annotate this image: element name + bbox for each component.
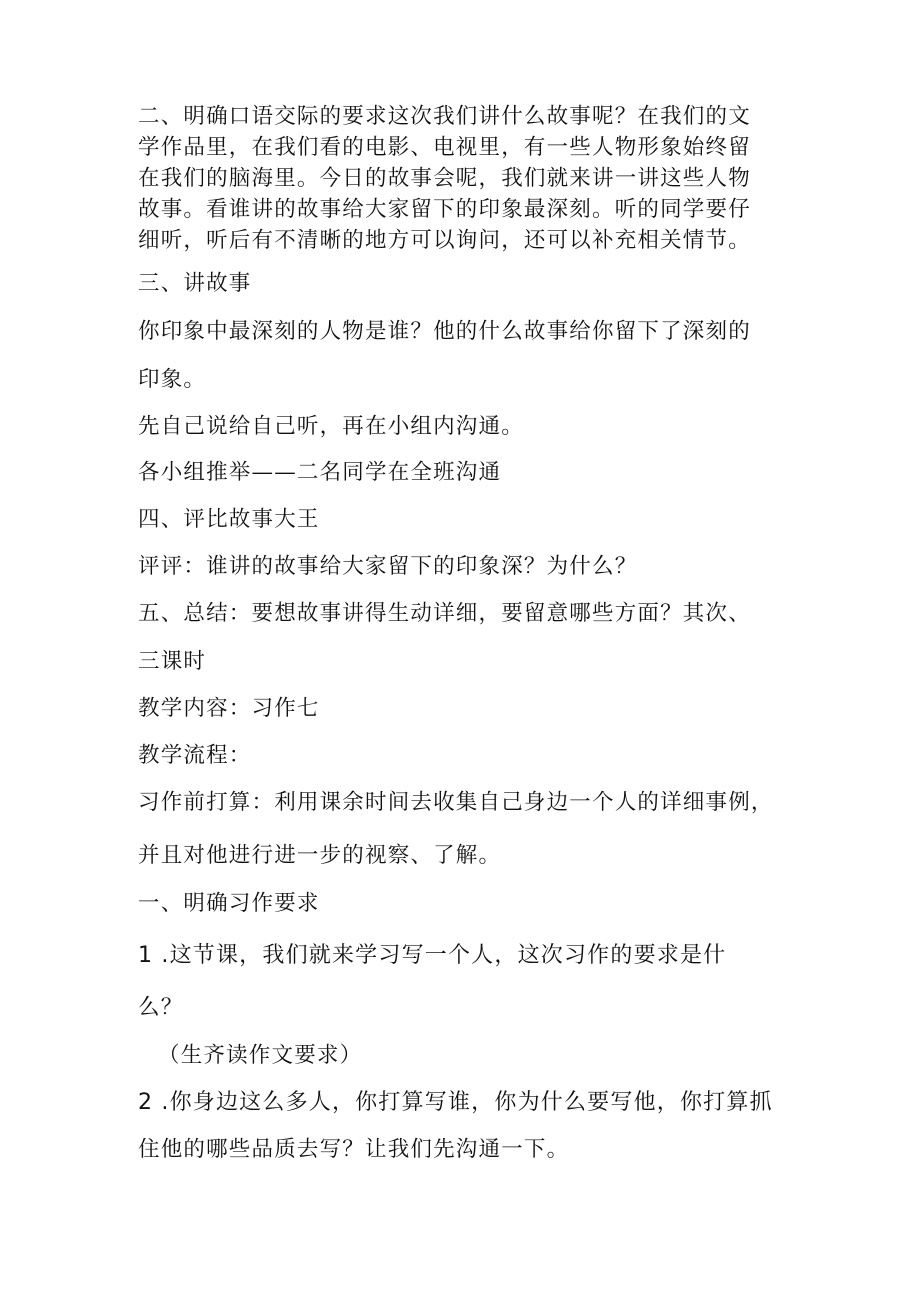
- text-line: （生齐读作文要求）: [158, 1043, 363, 1068]
- text-line: 三课时: [138, 649, 207, 674]
- text-line: 各小组推举——二名同学在全班沟通: [138, 460, 502, 485]
- section-heading: 一、明确习作要求: [138, 891, 320, 916]
- section-heading: 五、总结：要想故事讲得生动详细，要留意哪些方面？其次、: [138, 601, 751, 626]
- numbered-item: 2 .你身边这么多人，你打算写谁，你为什么要写他，你打算抓: [138, 1090, 773, 1115]
- text-line: 故事。看谁讲的故事给大家留下的印象最深刻。听的同学要仔: [138, 197, 751, 222]
- text-line: 教学流程：: [138, 743, 252, 768]
- text-line: 在我们的脑海里。今日的故事会呢，我们就来讲一讲这些人物: [138, 166, 751, 191]
- text-line: 住他的哪些品质去写？让我们先沟通一下。: [138, 1137, 570, 1162]
- text-line: 么？: [138, 995, 184, 1020]
- text-line: 评评：谁讲的故事给大家留下的印象深？为什么？: [138, 554, 638, 579]
- text-line: 学作品里，在我们看的电影、电视里，有一些人物形象始终留: [138, 135, 751, 160]
- text-line: 二、明确口语交际的要求这次我们讲什么故事呢？在我们的文: [138, 104, 751, 129]
- text-line: 习作前打算：利用课余时间去收集自己身边一个人的详细事例，: [138, 790, 774, 815]
- numbered-item: 1 .这节课，我们就来学习写一个人，这次习作的要求是什: [138, 943, 727, 968]
- text-line: 细听，听后有不清晰的地方可以询问，还可以补充相关情节。: [138, 228, 751, 253]
- section-heading: 三、讲故事: [138, 271, 252, 296]
- section-heading: 四、评比故事大王: [138, 507, 320, 532]
- text-line: 教学内容：习作七: [138, 696, 320, 721]
- text-line: 你印象中最深刻的人物是谁？他的什么故事给你留下了深刻的: [138, 319, 751, 344]
- text-line: 先自己说给自己听，再在小组内沟通。: [138, 414, 524, 439]
- text-line: 并且对他进行进一步的视察、了解。: [138, 843, 502, 868]
- text-line: 印象。: [138, 367, 207, 392]
